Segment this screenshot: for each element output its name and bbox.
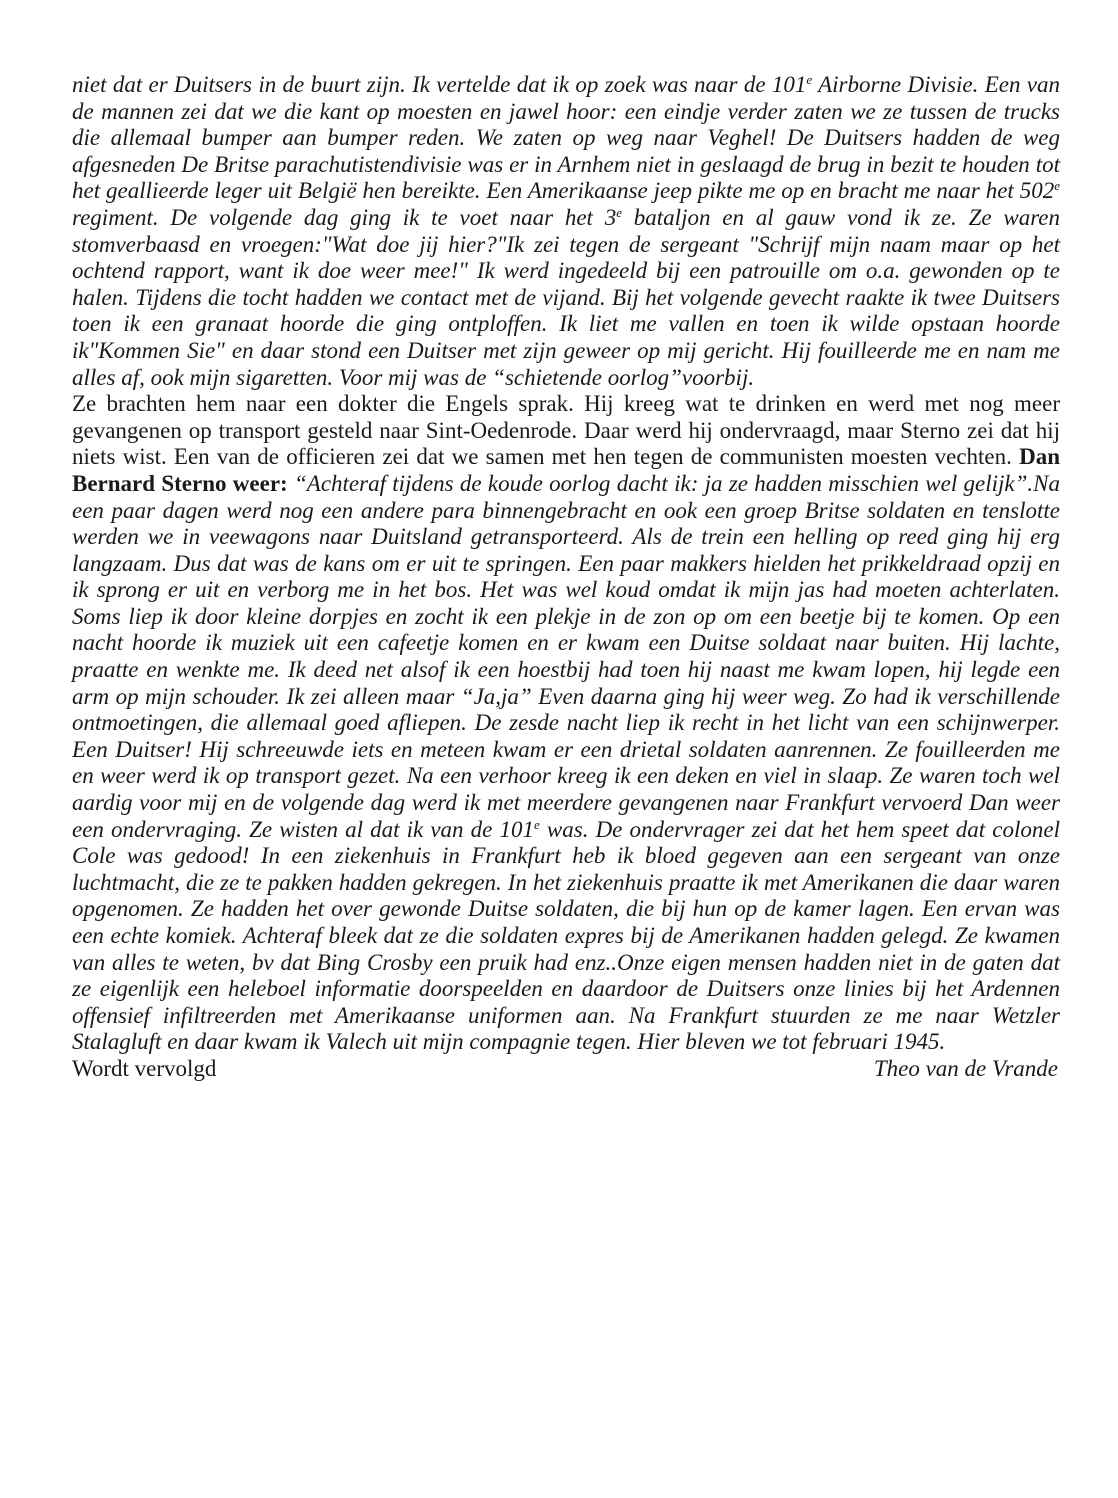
paragraph-narrative-2 (72, 391, 1060, 1056)
article-footer (72, 1056, 1060, 1083)
paragraph-quote-1 (72, 72, 1060, 391)
superscript: e (1054, 178, 1060, 194)
text-run: bataljon en al gauw vond ik ze. Ze waren stomverbaasd en vroegen:"Wat doe jij hier?"Ik zei tegen de sergeant "Schrijf mijn naam maar op het ochtend rapport, want ik doe weer mee!" Ik werd ingedeeld bij een patrouille om o.a. gewonden op te halen. Tijdens die tocht hadden we contact met de vijand. Bij het volgende gevecht raakte ik twee Duitsers toen ik een granaat hoorde die ging ontploffen. Ik liet me vallen en toen ik wilde opstaan hoorde ik"Kommen Sie" en daar stond een Duitser met zijn geweer op mij gericht. Hij fouilleerde me en nam me alles af, ook mijn sigaretten. Voor mij was de “schietende oorlog”voorbij. (72, 204, 1060, 390)
superscript: e (534, 816, 540, 832)
continued-note: Wordt vervolgd (72, 1055, 217, 1081)
superscript: e (616, 204, 623, 220)
text-run: regiment. De volgende dag ging ik te voet naar het 3 (72, 204, 617, 230)
author-name: Theo van de Vrande (873, 1055, 1058, 1081)
article-page (72, 72, 1060, 1083)
speaker-label: Dan Bernard Sterno weer: (72, 444, 1060, 496)
text-run: Airborne Divisie. Een van de mannen zei dat we die kant op moesten en jawel hoor: een eindje verder zaten we ze tussen de trucks die allemaal bumper aan bumper reden. We zaten op weg naar Veghel! De Duitsers hadden de weg afgesneden De Britse parachutistendivisie was er in Arnhem niet in geslaagd de brug in bezit te houden tot het geallieerde leger uit België hen bereikte. Een Amerikaanse jeep pikte me op en bracht me naar het 502 (72, 72, 1060, 204)
superscript: e (806, 72, 813, 87)
text-run: “Achteraf tijdens de koude oorlog dacht ik: ja ze hadden misschien wel gelijk”.Na een paar dagen werd nog een andere para binnengebracht en ook een groep Britse soldaten en tenslotte werden we in veewagons naar Duitsland getransporteerd. Als de trein een helling op reed ging hij erg langzaam. Dus dat was de kans om er uit te springen. Een paar makkers hielden het prikkeldraad opzij en ik sprong er uit en verborg me in het bos. Het was wel koud omdat ik mijn jas had moeten achterlaten. Soms liep ik door kleine dorpjes en zocht ik een plekje in de zon op om een beetje bij te komen. Op een nacht hoorde ik muziek uit een cafeetje komen en er kwam een Duitse soldaat naar buiten. Hij lachte, praatte en wenkte me. Ik deed net alsof ik een hoestbij had toen hij naast me kwam lopen, hij legde een arm op mijn schouder. Ik zei alleen maar “Ja,ja” Even daarna ging hij weer weg. Zo had ik verschillende ontmoetingen, die allemaal goed afliepen. De zesde nacht liep ik recht in het licht van een schijnwerper. Een Duitser! Hij schreeuwde iets en meteen kwam er een drietal soldaten aanrennen. Ze fouilleerden me en weer werd ik op transport gezet. Na een verhoor kreeg ik een deken en viel in slaap. Ze waren toch wel aardig voor mij en de volgende dag werd ik met meerdere gevangenen naar Frankfurt vervoerd Dan weer een ondervraging. Ze wisten al dat ik van de 101 (72, 470, 1060, 842)
text-run: Ze brachten hem naar een dokter die Engels sprak. Hij kreeg wat te drinken en werd met nog meer gevangenen op transport gesteld naar Sint-Oedenrode. Daar werd hij ondervraagd, maar Sterno zei dat hij niets wist. Een van de officieren zei dat we samen met hen tegen de communisten moesten vechten. (72, 391, 1060, 470)
text-run: was. De ondervrager zei dat het hem speet dat colonel Cole was gedood! In een ziekenhuis in Frankfurt heb ik bloed gegeven aan een sergeant van onze luchtmacht, die ze te pakken hadden gekregen. In het ziekenhuis praatte ik met Amerikanen die daar waren opgenomen. Ze hadden het over gewonde Duitse soldaten, die bij hun op de kamer lagen. Een ervan was een echte komiek. Achteraf bleek dat ze die soldaten expres bij de Amerikanen hadden gelegd. Ze kwamen van alles te weten, bv dat Bing Crosby een pruik had enz..Onze eigen mensen hadden niet in de gaten dat ze eigenlijk een heleboel informatie doorspeelden en daardoor de Duitsers onze linies bij het Ardennen offensief infiltreerden met Amerikaanse uniformen aan. Na Frankfurt stuurden ze me naar Wetzler Stalagluft en daar kwam ik Valech uit mijn compagnie tegen. Hier bleven we tot februari 1945. (72, 816, 1061, 1055)
text-run: niet dat er Duitsers in de buurt zijn. Ik vertelde dat ik op zoek was naar de 101 (72, 72, 807, 97)
